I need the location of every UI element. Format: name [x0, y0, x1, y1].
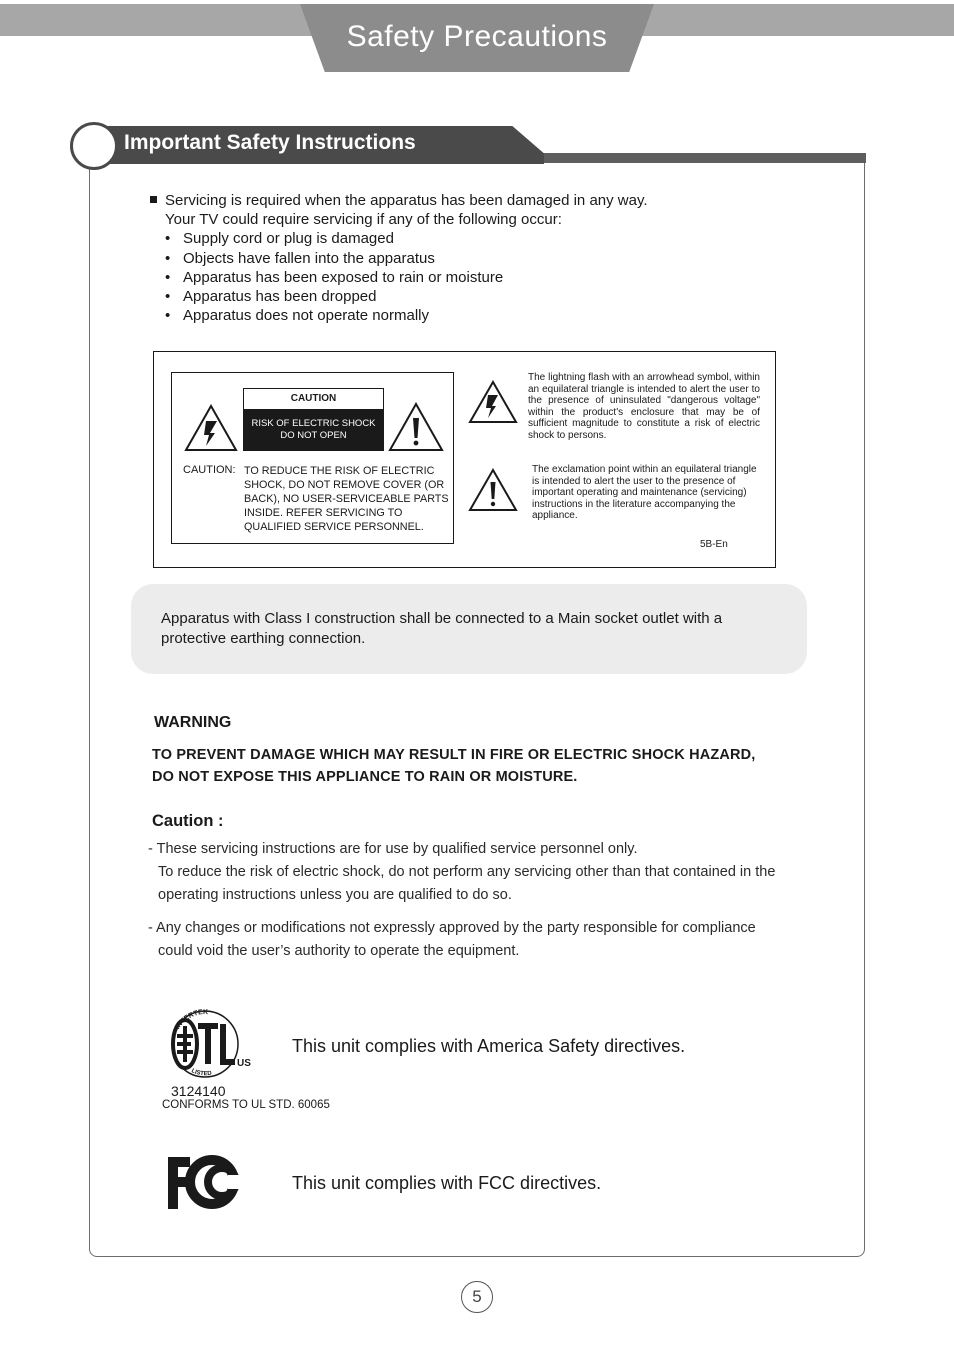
lightning-symbol-text: The lightning flash with an arrowhead symbol, within an equilateral triangle is intended to alert the user to the presence of uninsulated "dangerous voltage" within the product's enclosure that may be of sufficient magnitude to constitute a risk of electric shock to persons. — [528, 372, 760, 441]
risk-of-shock-label — [243, 410, 384, 451]
warning-text — [152, 745, 812, 788]
etl-number: 3124140 — [171, 1083, 226, 1099]
fcc-logo-icon — [166, 1155, 246, 1211]
svg-text:LISTED: LISTED — [190, 1068, 213, 1078]
caution-label-text: TO REDUCE THE RISK OF ELECTRIC SHOCK, DO NOT REMOVE COVER (OR BACK), NO USER-SERVICEABLE PARTS INSIDE. REFER SERVICING TO QUALIFIED SERVICE PERSONNEL. — [244, 465, 449, 533]
caution-paragraph-2-line-1: - Any changes or modifications not expressly approved by the party responsible for compliance — [148, 920, 756, 936]
page-number: 5 — [461, 1281, 493, 1313]
page-title: Safety Precautions — [346, 20, 608, 53]
list-item: • Supply cord or plug is damaged — [150, 229, 648, 248]
list-item: • Apparatus has been exposed to rain or moisture — [150, 268, 648, 287]
fcc-compliance-text: This unit complies with FCC directives. — [292, 1173, 602, 1193]
svg-text:INTERTEK: INTERTEK — [174, 1008, 209, 1031]
etl-compliance-text: This unit complies with America Safety directives. — [292, 1036, 686, 1056]
servicing-heading-text: Servicing is required when the apparatus has been damaged in any way. — [165, 192, 648, 209]
etl-listed-logo-icon — [163, 1004, 259, 1082]
lightning-symbol-icon — [468, 380, 518, 424]
caution-paragraph-1-line-1: - These servicing instructions are for use by qualified service personnel only. — [148, 841, 638, 857]
earthing-notice-text: Apparatus with Class I construction shall be connected to a Main socket outlet with a protective earthing connection. — [161, 610, 723, 647]
warning-line-2: DO NOT EXPOSE THIS APPLIANCE TO RAIN OR MOISTURE. — [152, 768, 578, 785]
section-title: Important Safety Instructions — [124, 131, 416, 154]
exclamation-symbol-icon — [468, 468, 518, 512]
exclamation-triangle-icon — [388, 402, 444, 452]
caution-word: CAUTION: — [183, 464, 236, 476]
list-item: • Apparatus does not operate normally — [150, 306, 648, 325]
warning-heading: WARNING — [154, 714, 232, 731]
servicing-subheading: Your TV could require servicing if any of the following occur: — [165, 211, 562, 229]
warning-line-1: TO PREVENT DAMAGE WHICH MAY RESULT IN FIRE OR ELECTRIC SHOCK HAZARD, — [152, 747, 756, 763]
label-code: 5B-En — [700, 539, 728, 550]
servicing-list — [150, 229, 648, 325]
risk-line-2: DO NOT OPEN — [280, 430, 347, 441]
risk-line-1: RISK OF ELECTRIC SHOCK — [251, 418, 376, 429]
list-item: • Apparatus has been dropped — [150, 287, 648, 306]
caution-paragraph-2-line-2: could void the user’s authority to operate the equipment. — [158, 943, 520, 959]
lightning-triangle-icon — [184, 404, 238, 452]
caution-heading: Caution : — [152, 812, 224, 830]
exclamation-symbol-text: The exclamation point within an equilateral triangle is intended to alert the user to the presence of important operating and maintenance (servicing) instructions in the literature accompanying the appliance. — [532, 464, 757, 521]
caution-paragraph-1-line-2: To reduce the risk of electric shock, do not perform any servicing other than that contained in the operating instructions unless you are qualified to do so. — [158, 864, 776, 903]
section-bullet-circle — [70, 122, 118, 170]
servicing-heading — [150, 191, 648, 210]
servicing-block — [150, 191, 648, 325]
caution-label-title: CAUTION — [243, 388, 384, 410]
etl-conforms: CONFORMS TO UL STD. 60065 — [162, 1099, 330, 1111]
square-bullet-icon — [150, 196, 157, 203]
list-item: • Objects have fallen into the apparatus — [150, 249, 648, 268]
svg-text:US: US — [237, 1058, 251, 1069]
